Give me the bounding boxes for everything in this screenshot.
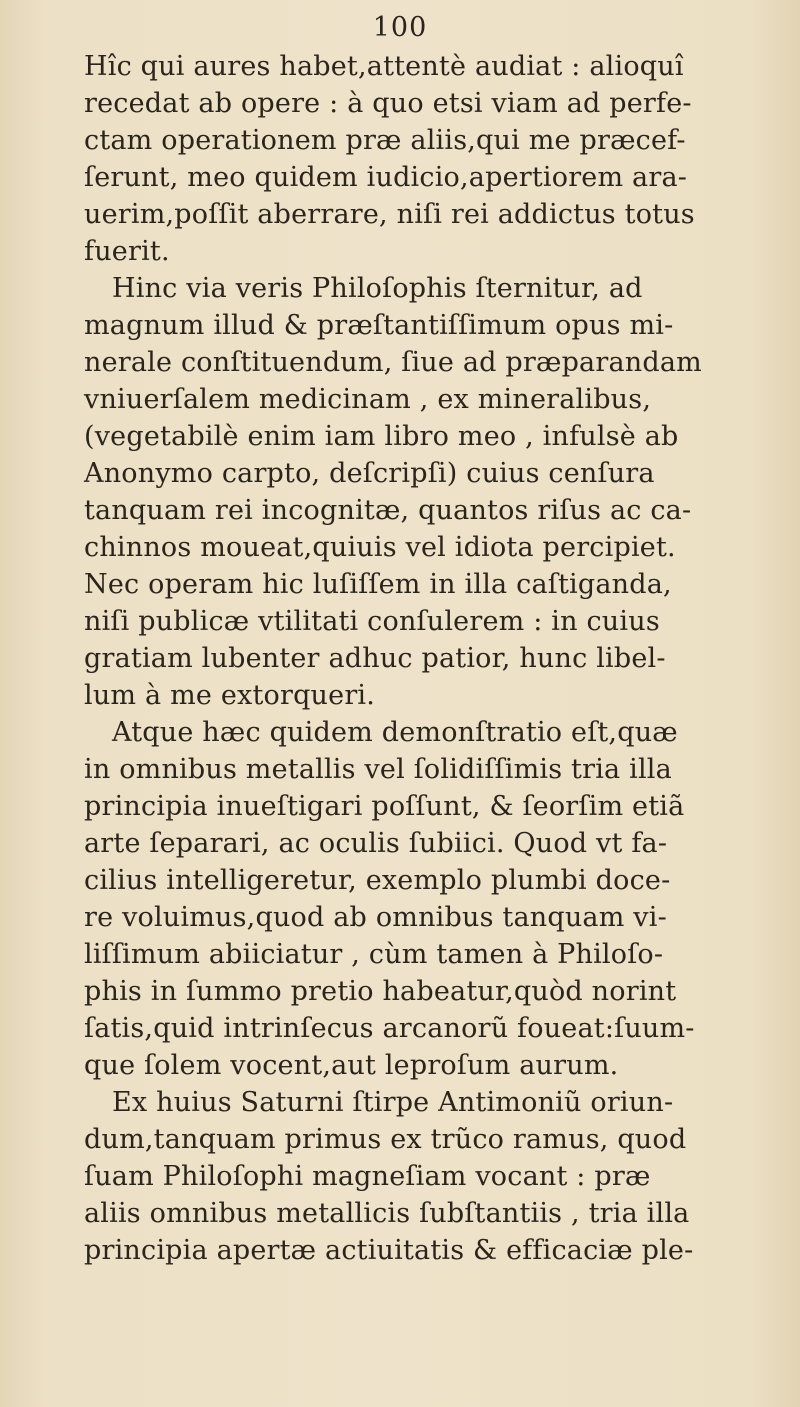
text-line: uerim,poſſit aberrare, niſi rei addictus totus: [84, 199, 695, 230]
text-line: principia apertæ actiuitatis & efficaciæ ple-: [84, 1235, 694, 1266]
text-line: arte ſeparari, ac oculis ſubiici. Quod vt fa-: [84, 828, 668, 859]
text-line: Hinc via veris Philoſophis ſternitur, ad: [112, 273, 643, 304]
text-line: (vegetabilè enim iam libro meo , infulsè ab: [84, 421, 679, 452]
text-line: ſatis,quid intrinſecus arcanorũ foueat:ſuum-: [84, 1013, 695, 1044]
text-line: lum à me extorqueri.: [84, 680, 376, 711]
page-number: 100: [372, 12, 428, 43]
text-line: re voluimus,quod ab omnibus tanquam vi-: [84, 902, 667, 933]
text-line: magnum illud & præſtantiſſimum opus mi-: [84, 310, 674, 341]
text-line: vniuerſalem medicinam , ex mineralibus,: [84, 384, 652, 415]
text-line: ſuam Philoſophi magneſiam vocant : præ: [84, 1161, 651, 1192]
text-line: Ex huius Saturni ſtirpe Antimoniũ oriun-: [112, 1087, 674, 1118]
text-line: in omnibus metallis vel ſolidiſſimis tria illa: [84, 754, 672, 785]
text-line: Nec operam hic luſiſſem in illa caſtiganda,: [84, 569, 672, 600]
text-line: chinnos moueat,quiuis vel idiota percipiet.: [84, 532, 676, 563]
text-line: Hîc qui aures habet,attentè audiat : alioquî: [84, 51, 684, 82]
text-line: liſſimum abiiciatur , cùm tamen à Philoſo-: [84, 939, 664, 970]
text-line: fuerit.: [84, 236, 170, 267]
text-line: cilius intelligeretur, exemplo plumbi doce-: [84, 865, 671, 896]
text-line: recedat ab opere : à quo etsi viam ad perfe-: [84, 88, 692, 119]
text-line: ſerunt, meo quidem iudicio,apertiorem ara-: [84, 162, 688, 193]
text-line: gratiam lubenter adhuc patior, hunc libel-: [84, 643, 666, 674]
body-text: [84, 48, 754, 1269]
text-line: principia inueſtigari poſſunt, & ſeorſim etiã: [84, 791, 685, 822]
text-line: que ſolem vocent,aut leproſum aurum.: [84, 1050, 619, 1081]
text-line: aliis omnibus metallicis ſubſtantiis , tria illa: [84, 1198, 690, 1229]
text-line: Atque hæc quidem demonſtratio eſt,quæ: [112, 717, 678, 748]
text-line: ctam operationem præ aliis,qui me præcef-: [84, 125, 686, 156]
text-line: phis in ſummo pretio habeatur,quòd norint: [84, 976, 677, 1007]
text-line: nerale conſtituendum, ſiue ad præparandam: [84, 347, 702, 378]
text-line: dum,tanquam primus ex trũco ramus, quod: [84, 1124, 687, 1155]
text-line: niſi publicæ vtilitati conſulerem : in cuius: [84, 606, 660, 637]
text-line: Anonymo carpto, deſcripſi) cuius cenſura: [84, 458, 655, 489]
text-line: tanquam rei incognitæ, quantos riſus ac ca-: [84, 495, 692, 526]
